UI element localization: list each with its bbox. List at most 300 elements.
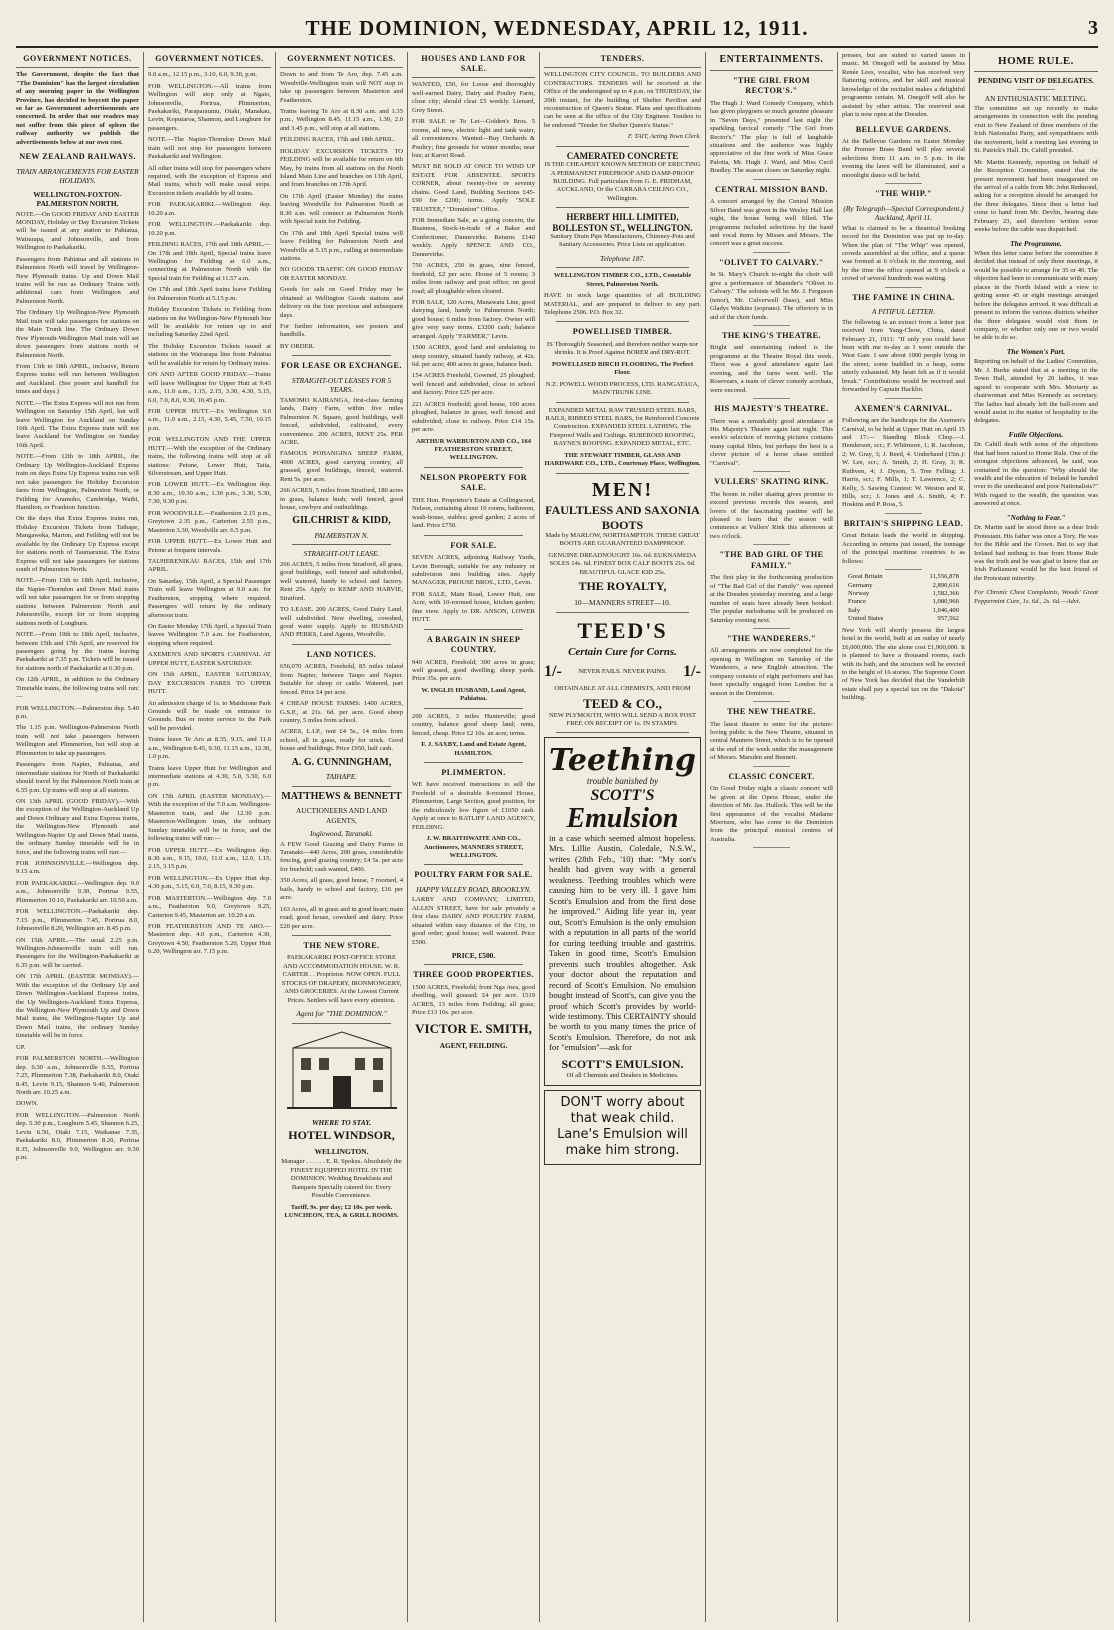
section-title: "THE GIRL FROM RECTOR'S." (732, 75, 810, 96)
divider (424, 535, 523, 536)
section-text: There was a remarkably good attendance at His Majesty's Theatre again last night. This week's selection of moving pictures contains many capital films, but perhaps the best is a clever picture of a horse chase entitled "Carnival". (709, 417, 833, 467)
teeds-title: TEED'S (577, 617, 668, 643)
sale-text-2: FOR SALE, Main Road, Lower Hutt, one Acre, with 10-roomed house, kitchen garden; fine view. Apply to DR. ANSON, LOWER HUTT. (412, 590, 536, 624)
column-heading: ENTERTAINMENTS. (710, 52, 833, 71)
royalty-address: 10—MANNERS STREET—10. (574, 598, 671, 608)
notice-paragraph: FOR UPPER HUTT.—Ex Wellington 9.0 a.m., 11.0 a.m., 2.15, 4.30, 5.45, 7.50, 10.15 p.m. (148, 407, 272, 432)
section-text: On Good Friday night a classic concert will be given at the Opera House, under the direction of Mr. Jas. Hullock. This will be the first appearance of the vocalist Madame Morrison, who has come to the Dominion from the principal musical centres of Australia. (709, 785, 833, 843)
notice-paragraph: BY ORDER. (280, 342, 315, 350)
footer-note: For Chronic Chest Complaints, Woods' Great Peppermint Cure, 1s. 6d., 2s. 6d.—Advt. (973, 589, 1098, 605)
divider (424, 964, 523, 965)
hotel-name: HOTEL WINDSOR, (288, 1128, 395, 1143)
col4-paras (412, 81, 535, 434)
powellised-title: POWELLISED TIMBER. (572, 327, 673, 337)
after-shipping: New York will shortly possess the largest hotel in the world, built at an outlay of nearly £6,000,000. The site alone cost £1,900,000. It is planned to have a thousand rooms, each with its bath, and the structure will be erected to the height of 16 stories. The Supreme Court of New York has decided that the Vanderbilt estate shall pay a special tax on the "Dakota" building. (841, 626, 965, 702)
lease-paragraph: 266 ACRES, 5 miles from Stratford, all grass, good buildings, well fenced and subdivided, well watered, handy to school and factory. Rent 25s. Apply to KEMP AND HARVIE, Stratford. (280, 560, 404, 602)
shipping-tons: 11,556,878 (929, 573, 959, 581)
agent-role: AUCTIONEERS AND LAND AGENTS, (295, 806, 388, 825)
notice-paragraph: The Ordinary Up Wellington-New Plymouth Mail train will take passengers for stations on the Main Trunk line. The Ordinary Down New Plymouth-Wellington Mail train will set down passengers from stations north of Palmerston North. (16, 309, 139, 359)
property-paragraph: FOR SALE or To Let—Golden's Bros. 5 rooms, all new, electric light and tank water, all conveniences. Wanted—Buy Orchards & Poultry; fine grounds for winter months; near bus; at Karori Road. (412, 118, 536, 159)
section-text: The Hugh J. Ward Comedy Company, which has given playgoers so much genuine pleasure in "Seven Days," presented last night the sparkling farcical comedy "The Girl from Rector's." The play is full of laughable situations and the audience was highly appreciative of the fine work of Miss Grace Palotta, Mr. Hugh J. Ward, and Miss Cecil Bradley. The season closes on Saturday night. (709, 99, 833, 175)
timber-text: HAVE in stock large quantities of all BUILDING MATERIAL, and are prepared to deliver to any part. Telephone 2506. P.O. Box 32. (544, 292, 701, 317)
notice-paragraph: AXEMEN'S AND SPORTS CARNIVAL AT UPPER HUTT, EASTER SATURDAY. (148, 651, 272, 667)
agent: W. INGLIS HUSBAND, Land Agent, Pahiatua. (421, 686, 526, 703)
land-paras (280, 663, 403, 753)
notice-paragraph: FOR LOWER HUTT.—Ex Wellington dep. 8.30 a.m., 10.30 a.m., 1.30 p.m., 3.30, 5.30, 7.30, 9.30 p.m. (148, 481, 272, 506)
land-paragraph: 656,070 ACRES, Freehold, 85 miles inland from Napier, between Taupo and Napier. Suitable for sheep or cattle. Watered, part fenced. Price £4 per acre. (280, 663, 404, 696)
notice-paragraph: Trains leaving Te Aro at 8.30 a.m. and 1.35 p.m., Wellington 8.45, 11.15 a.m., 1.30, 2.0 and 3.45 p.m., will stop at all stations. (280, 107, 404, 132)
col8-paras (974, 105, 1098, 235)
section-subtitle: (By Telegraph—Special Correspondent.) Auckland, April 11. (843, 203, 964, 223)
shipping-row (848, 607, 959, 615)
divider (292, 1023, 391, 1024)
divider (753, 847, 790, 848)
men-title: MEN! (591, 478, 654, 501)
section-title: BELLEVUE GARDENS. (855, 124, 952, 134)
shipping-country: France (847, 598, 866, 606)
column-heading: HOUSES AND LAND FOR SALE. (412, 52, 535, 78)
programme-text: When this letter came before the committee it decided that instead of only three meetings, it would be possible to arrange for 35 or 40. The objection had been to communicate with many places in the North Island with a view to getting some 45 or eight meetings arranged before the delegates arrived. It was difficult at present to inform the various districts whether the three delegates would visit them in company, or whether only one or two would be able to do so. (973, 250, 1098, 342)
column-7 (838, 52, 970, 1622)
shipping-row (848, 582, 959, 590)
divider (292, 786, 391, 787)
herbert-hill-name: HERBERT HILL LIMITED, BOLLESTON ST., WELLINGTON. (552, 212, 693, 233)
col1-paras (16, 211, 139, 1163)
emulsion-name: Emulsion (566, 802, 679, 834)
notice-paragraph: ON 17th APRIL (EASTER MONDAY).—With the exception of the 7.0 a.m. Wellington-Masterton train, and the 12.30 p.m. Masterton-Wellington train, the ordinary Sunday timetable will be in force, and the following trains will run:— (148, 792, 272, 843)
notice-paragraph: ON 15th APRIL.—The usual 2.25 p.m. Wellington-Johnsonville train will run. Passengers for the Wellington-Paekakariki at 6.35 p.m. will be carried. (16, 936, 139, 969)
notice-paragraph: FOR UPPER HUTT.—Ex Lower Hutt and Petone at frequent intervals. (148, 538, 272, 554)
notice-paragraph: Trains leave Upper Hutt for Wellington and intermediate stations at 4.30, 5.0, 5.50, 6.0 p.m. (148, 764, 272, 789)
camerated-text: IS THE CHEAPEST KNOWN METHOD OF ERECTING A PERMANENT FIREPROOF AND DAMP-PROOF BUILDING. Full particulars from G. E. PRIDHAM, AUCKLAND, Or the CARRARA CEILING CO., Wellington. (544, 161, 701, 202)
land-title: LAND NOTICES. (306, 649, 377, 659)
womens-title: The Women's Part. (1006, 346, 1066, 356)
section-text: All arrangements are now completed for the opening in Wellington on Saturday of the Wanderers, a new English attraction. The company consists of eight performers and has been specially engaged from London for a season in the Dominion. (709, 647, 833, 697)
lanes-emulsion-ad (544, 1090, 701, 1165)
column-heading: HOME RULE. (974, 52, 1098, 72)
section-title: VULLERS' SKATING RINK. (714, 477, 829, 487)
divider (753, 471, 790, 472)
lease-paras-2 (280, 561, 403, 640)
agent: F. J. SAXBY, Land and Estate Agent, HAMILTON. (421, 741, 526, 757)
scotts-small: Of all Chemists and Dealers in Medicines. (566, 1072, 679, 1080)
lanes-emulsion-text: DON'T worry about that weak child. Lane's Emulsion will make him strong. (557, 1094, 688, 1159)
notice-paragraph: On 17th April (Easter Monday) the trains leaving Woodville for Palmerston North at 8.30 a.m. will connect at Palmerston North with Special train for Feilding. (280, 192, 404, 226)
agent-place: TAIHAPE. (325, 772, 358, 782)
notice-paragraph: FOR WOODVILLE.—Featherston 2.15 p.m., Greytown 2.35 p.m., Carterton 2.55 p.m., Masterton 3.30, Woodville arr. 6.5 p.m. (148, 509, 272, 534)
notice-paragraph: ON 17th APRIL (EASTER MONDAY).—With the exception of the Ordinary Up and Down Wellington-Auckland Express trains, the Up Wellington-Auckland Extra Express, the Wellington-New Plymouth Up and Down Mail trains, the Wellington-Napier Up and Down Mail trains, the ordinary Sunday timetable will be in force. (16, 973, 139, 1040)
poultry-price: PRICE, £500. (451, 951, 496, 960)
divider (556, 732, 689, 733)
notice-paragraph: NOTE.—On GOOD FRIDAY AND EASTER MONDAY, Holiday or Day Excursion Tickets will be issued at any station to Pahiatua, Wairarapa, and Johnsonville, and from Wellington to Paekakariki. (16, 210, 139, 252)
poultry-text: LARBY AND COMPANY, LIMITED, ALLEN STREET, have for sale privately a first class DAIRY AND POULTRY FARM, situated within easy distance of the City, in good order; good house; well watered. Price £500. (412, 896, 536, 946)
shipping-country: Germany (847, 581, 873, 589)
divider (556, 267, 689, 268)
three-properties-title: THREE GOOD PROPERTIES. (413, 970, 534, 980)
section-text: At the Bellevue Gardens on Easter Monday the Premier Brass Band will play several selections from 11 a.m. to 5 p.m. In the evening the lawn will be illuminated, and a moonlight dance will be held. (841, 138, 965, 179)
teeds-price: 1/- (683, 662, 701, 680)
divider (753, 179, 790, 180)
notice-paragraph: Goods for sale on Good Friday may be obtained at Wellington Goods stations and delivery on the four previous and subsequent days. (280, 286, 404, 319)
divider (753, 325, 790, 326)
sale-text-3: 200 ACRES, 3 miles Hunterville; good country, balance good sheep land; rents, fenced, cheap. Price £2 10s. an acre; terms. (412, 712, 536, 737)
shipping-country: Italy (847, 606, 861, 614)
page-number: 3 (1088, 16, 1098, 39)
nelson-text: THE Hon. Proprietor's Estate at Collingwood, Nelson, containing about 10 rooms, bathroom, wash-house, stables; good garden; 2 acres of land. Price £750. (412, 496, 536, 530)
scotts-name: SCOTT'S (590, 786, 655, 804)
columns (12, 52, 1102, 1622)
property-paragraph: 1500 ACRES, good land and undulating to steep country, situated handy railway, at 42s. 6d. per acre; 400 acres in grass, balance bush. (412, 344, 536, 369)
teeds-company: TEED & CO., (583, 695, 662, 711)
divider (292, 644, 391, 645)
divider (556, 207, 689, 208)
notice-paragraph: NOTE.—From 12th to 18th APRIL, the Ordinary Up Wellington-Auckland Express train on days Extra Up Express trains run will not take passengers for Holiday Excursion fares from Wellington, Palmerston North, or Feilding for Aramoho, Cambridge, Waihi, Hamilton, or Frankton Junction. (16, 453, 139, 511)
notice-paragraph: HOLIDAY EXCURSION TICKETS TO FEILDING will be available for return on 6th May, by trains from all stations on the North Island Main Line and branches on 13th April, and from branches on 17th April. (280, 147, 404, 189)
col2-paras (148, 71, 271, 957)
divider (1017, 89, 1054, 90)
section-title: THE NEW THEATRE. (727, 707, 816, 717)
agent-place: AGENT, FEILDING. (439, 1040, 508, 1050)
divider (556, 612, 689, 613)
notice-paragraph: 9.0 a.m., 12.15 p.m., 3.10, 6.0, 9.30, p.m. (148, 71, 257, 79)
royalty-name: THE ROYALTY, (578, 579, 667, 594)
column-heading: GOVERNMENT NOTICES. (148, 52, 271, 68)
section-text: Bright and entertaining indeed is the programme at the Theatre Royal this week. There was a good attendance again last evening, and the turns went well. The Rosevears, a team of clever comedy acrobats, were encored. (709, 344, 833, 394)
notice-paragraph: On Easter Monday 17th April, a Special Train leaves Wellington 7.0 a.m. for Featherston, stopping where required. (148, 623, 272, 647)
hotel-illustration (287, 1028, 397, 1114)
notice-paragraph: Holiday Excursion Tickets to Feilding from stations on the Wellington-New Plymouth line will be available for return up to and including Saturday 22nd April. (148, 306, 272, 339)
land-paras-2 (280, 841, 403, 931)
expanded-metal-text: EXPANDED METAL RAW TRUSSED STEEL BARS, RAILS, RIBBED STEEL BARS, for Reinforced Concrete Construction. EXPANDED STEEL LATHING. The Fireproof Walls and Ceilings. RUBEROID ROOFING, RAYNE'S ROOFING. EXPANDED METAL, ETC. (545, 406, 700, 448)
column-2 (144, 52, 276, 1622)
shipping-country: Great Britain (847, 573, 883, 581)
notice-paragraph: UP. (16, 1043, 26, 1051)
futile-text: Dr. Cahill dealt with some of the objections that had been raised to Home Rule. One of the strongest objections advanced, he said, was contained in the question: "Why should the wealth and the education of Ireland be handed over to the uneducated and poor Nationalists?" With regard to the wealth, the question was answered at once. (973, 441, 1098, 508)
teeds-subtitle: Certain Cure for Corns. (568, 645, 677, 658)
lease-title: FOR LEASE OR EXCHANGE. (281, 361, 402, 371)
lease-paragraph: 266 ACRES, 5 miles from Stratford, 180 acres in grass, balance bush; well fenced, good house, cowbyre and outbuildings. (280, 487, 404, 512)
article-paragraph: The committee set up recently to make arrangements in connection with the pending visit to New Zealand of three members of the Irish Nationalist Party, and sympathisers with the movement, held a meeting last evening in St. Patrick's Hall. Dr. Cahill presided. (973, 105, 1098, 155)
notice-paragraph: On 17th and 18th April trains leave Feilding for Palmerston North at 5.15 p.m. (148, 286, 272, 302)
notice-paragraph: FOR WELLINGTON.—Palmerston dep. 5.40 p.m. (16, 704, 139, 721)
store-agent: Agent for "THE DOMINION." (296, 1009, 387, 1019)
lease-subtitle-2: STRAIGHT-OUT LEASE. (303, 549, 380, 559)
notice-paragraph: FOR PAEKAKARIKI.—Wellington dep. 9.0 a.m., Johnsonville 9.30, Porirua 9.55, Plimmerton 10.10, Paekakariki arr. 10.50 a.m. (16, 879, 139, 904)
section-text: Great Britain leads the world in shipping. According to returns just issued, the tonnage of the principal maritime countries is as follows: (841, 532, 965, 565)
teeds-address: NEW PLYMOUTH, WHO WILL SEND A BOX POST FREE ON RECEIPT OF 1s. IN STAMPS. (548, 711, 697, 728)
notice-paragraph: FOR MASTERTON.—Wellington dep. 7.0 a.m., Featherston 9.0, Greytown 9.25, Carterton 9.45, Masterton arr. 10.20 a.m. (148, 894, 272, 919)
powellised-company: N.Z. POWELL WOOD PROCESS, LTD. RANGATAUA, MAIN TRUNK LINE. (545, 380, 700, 397)
divider (424, 864, 523, 865)
hotel-city: WELLINGTON. (314, 1146, 369, 1156)
section-title: BRITAIN'S SHIPPING LEAD. (843, 518, 964, 528)
shipping-country: United States (847, 615, 884, 623)
article-paragraph: presses, but are suited to varied tastes in music. M. Onegoff will be assisted by Miss Renée Lees, vocalist, who has received very flattering notices, and her skill and musical knowledge of the recitalist makes a delightful programme certain. M. Onegoff will also be assisted by other artists. The reserved seat plan is now open at the Dresden. (841, 52, 965, 119)
property-paragraph: WANTED, £50, for Loose and thoroughly well-earned Dairy, Dairy and Poultry Farm, close city; should clear £5 weekly. Lienard, Grey Street. (412, 81, 536, 114)
lease-paragraph: TAMOMO KAIRANGA, first-class farming lands, Dairy Farm, within five miles Palmerston N. Square, good buildings, well fenced, subdivided, cultivated, every convenience. 200 ACRES, RENT 25s. PER ACRE. (280, 396, 404, 446)
entertainments (710, 76, 833, 849)
section-title: "THE WHIP." (875, 189, 932, 199)
faultless-prices: GENUINE DREADNOUGHT 16s. 6d. EUKNAMEDA SOLES 14s. 6d. FINEST BOX CALF BOOTS 21s. 6d. BEAUTIFUL GLACE KID 25s. (548, 551, 697, 576)
shipping-row (848, 573, 959, 581)
section-title: CLASSIC CONCERT. (728, 771, 815, 781)
col7-sections (842, 125, 965, 571)
divider (556, 321, 689, 322)
notice-paragraph: NOTE.—The Extra Express will not run from Wellington on Saturday 15th April, but will leave Wellington for Auckland on Sunday 16th April. The Extra Express train will not leave Auckland for Wellington on Sunday 16th April. (16, 399, 139, 449)
poultry-place: HAPPY VALLEY ROAD, BROOKLYN. (416, 884, 531, 894)
home-rule-sub: PENDING VISIT OF DELEGATES. (978, 76, 1094, 86)
land-paragraph: 163 Acres, all in grass and in good heart; main road; good house, cowshed and dairy. Price £20 per acre. (280, 905, 404, 930)
notice-paragraph: TAUHERENIKAU RACES, 15th and 17th APRIL. (148, 557, 272, 574)
sale-title: FOR SALE. (450, 540, 497, 550)
notice-paragraph: ON 13th APRIL (GOOD FRIDAY).—With the exception of the Wellington-Auckland Up and Down Ordinary and Extra Express trains, the Wellington-New Plymouth and Wellington-Napier Up and Down Mail trains, the ordinary Sunday timetable will be in force, and the following trains will run:— (16, 797, 139, 856)
shipping-tons: 1,582,366 (932, 590, 959, 598)
divider (885, 398, 922, 399)
land-paragraph: 350 Acres, all grass, good house, 7 roomed, 4 bails, handy to school and factory, £16 per acre. (280, 877, 404, 902)
notice-paragraph: FOR PALMERSTON NORTH.—Wellington dep. 6.30 a.m., Johnsonville 6.55, Porirua 7.25, Plimmerton 7.38, Paekakariki 8.0, Otaki 8.45, Levin 9.15, Shannon 9.40, Palmerston North arr. 10.25 a.m. (16, 1055, 139, 1096)
nothing-title: "Nothing to Fear." (1006, 512, 1066, 522)
section-text: The boom in roller skating gives promise to exceed previous records this season, and lovers of the fascinating pastime will be pleased to learn that the season will commence at Vullers' Rink this afternoon at two o'clock. (709, 490, 833, 540)
section-title: AXEMEN'S CARNIVAL. (854, 403, 953, 413)
faultless-title: FAULTLESS AND SAXONIA BOOTS (545, 503, 700, 532)
column-6 (706, 52, 838, 1622)
section-text: The following is an extract from a letter just received from Yang-Chow, China, dated February 21, 1911: "If only you could have been with me to-day as I went outside the West Gate. I saw about 1000 people lying in the street, some huddled in a heap, some utterly exhausted. My heart felt as if it would break." Contributions would be received and forwarded by Captain Hacklin. (841, 318, 965, 394)
bargain-title: A BARGAIN IN SHEEP COUNTRY. (426, 634, 521, 655)
section-subtitle: A PITIFUL LETTER. (871, 307, 936, 317)
newspaper-title: THE DOMINION, WEDNESDAY, APRIL 12, 1911. (305, 15, 809, 40)
divider (753, 252, 790, 253)
section-title: "THE WANDERERS." (726, 633, 816, 643)
divider (424, 467, 523, 468)
tender-text: WELLINGTON CITY COUNCIL. TO BUILDERS AND CONTRACTORS. TENDERS will be received at the Office of the undersigned up to 4 p.m. on THURSDAY, the 20th instant, for the building of Shelter Pavilion and reconstruction of Queen's Statue. Plans and specifications can be seen at the office of the City Engineer. Tenders to be endorsed "Tender for Shelter Queen's Statue." (544, 71, 701, 129)
womens-text: Reporting on behalf of the Ladies' Committee, Mr. J. Burke stated that at a meeting in the Town Hall, attended by 20 ladies, it was agreed to cooperate with Mrs. Moriarty as chairwoman and Miss Kennedy as secretary. The ladies had already left the ball-room and would assist in the matter of hospitality to the delegates. (973, 358, 1098, 425)
col7-paras (842, 52, 965, 120)
agent-place: PALMERSTON N. (314, 530, 369, 540)
notice-paragraph: An admission charge of 1s. to Maidstone Park Grounds will be made on entrance to Grounds. Bus or motor service to the Park will be provided. (148, 699, 272, 732)
section-title: HIS MAJESTY'S THEATRE. (714, 404, 829, 414)
notice-paragraph: NOTE.—The Napier-Thorndon Down Mail train will not stop for passengers between Paekakariki and Wellington. (148, 136, 272, 161)
notice-paragraph: On 17th and 18th April Special trains will leave Feilding for Palmerston North and Woodville at 5.15 p.m., calling at intermediate stations. (280, 229, 404, 262)
divider (424, 762, 523, 763)
column-5 (540, 52, 706, 1622)
notice-paragraph: FOR PAEKAKARIKI.—Wellington dep. 10.20 a.m. (148, 201, 272, 217)
nelson-title: NELSON PROPERTY FOR SALE. (419, 472, 528, 493)
agent-name: A. G. CUNNINGHAM, (291, 756, 392, 768)
notice-paragraph: FOR WELLINGTON.—Ex Upper Hutt dep. 4.30 p.m., 5.15, 6.0, 7.0, 8.15, 9.30 p.m. (148, 874, 272, 891)
divider (753, 544, 790, 545)
notice-paragraph: Down to and from Te Aro, dep. 7.45 a.m. Woodville-Wellington train will NOT stop to take up passengers between Masterton and Featherston. (280, 71, 404, 104)
agent-name: MATTHEWS & BENNETT (281, 790, 402, 802)
divider (753, 766, 790, 767)
divider (556, 473, 689, 474)
section-text: In St. Mary's Church to-night the choir will give a performance of Maunder's "Olivet to Calvary." The soloists will be Mr. J. Ferguson (tenor), Mr. Culverwell (bass), and Miss Gladys Watkins (soprano). The offertory is in aid of the choir funds. (709, 271, 833, 321)
divider (292, 355, 391, 356)
col3-paras (280, 71, 403, 351)
property-paragraph: 750 ACRES, 250 in grass, nine fenced, freehold, £2 per acre. House of 5 rooms; 3 miles from railway and post office; on good road; all ploughable when cleared. (412, 262, 536, 295)
notice-paragraph: FEILDING RACES, 17th and 18th APRIL.—On 17th and 18th April, Special trains leave Wellington for Feilding at 6.0 a.m., connecting at Palmerston North with the Special train for Feilding at 11.57 a.m. (148, 241, 272, 282)
government-boycott-notice: The Government, despite the fact that "The Dominion" has the largest circulation of any morning paper in the Wellington Province, has decided to boycott the paper so far as Government advertisements are concerned. In order that our readers may not suffer from this piece of spleen the railway authority we publish the advertisements below at our own cost. (16, 71, 139, 146)
divider (424, 708, 523, 709)
scotts-body: in a case which seemed almost hopeless. Mrs. Lillie Austin, Coledale, N.S.W., writes (28th Feb., '10) that: "My son's health had given way with a general weakness. Teething troubles which were causing him to be very ill. I gave him Scott's Emulsion and from the first dose he improved." Aiding life year in, year out, Scott's Emulsion is the only emulsion with a reputation in all parts of the world for curing teething trouble and gastritis. Taken in good time, Scott's Emulsion prevents such troubles altogether. Ask your doctor about the reputation and record of Scott's Emulsion. No emulsion bought instead of Scott's, can give you the proof which Scott's provides by world-wide testimony. This CERTAINTY should be worth to you many times the price of Scott's Emulsion. Therefore, do not ask for "emulsion"—ask for (549, 832, 696, 1053)
section-text: Following are the handicaps for the Axemen's Carnival, to be held at Upper Hutt on April 15 and 17:— Standing Block Chop.—J. Henderson, scr.; F. Whitmore, 1; R. Jacobson, 2; W. Gray, 3; J. Reed, 4. Underhand (15in.): W. Lee, scr.; A. Smith, 2; H. Gray, 3; R. Ruthven, 4; J. Dyson, 5. Tree Felling: J. Harris, scr.; F. Mills, 1; T. Lawrence, 2; C. Kelly, 3. Sawing Contest: W. Weston and R. Hills, scr.; J. Jones and A. Smith, 4; F. Hoskins and P. Ross, 5. (841, 417, 965, 509)
lease-paragraph: TO LEASE. 200 ACRES, Good Dairy Land, well subdivided. New dwelling, cowshed, good water supply. Apply to HUSBAND AND PERKS, Land Agents, Woodville. (280, 606, 404, 639)
divider (556, 402, 689, 403)
column-heading: TENDERS. (544, 52, 701, 68)
property-paragraph: MUST BE SOLD AT ONCE TO WIND UP ESTATE FOR ABSENTEE. SPORTS CORNER, about twenty-five or seventy chains. Good Land, Building Sections £45-£90 for £200; terms. Apply "SOLE TRUSTEE," "Dominion" Office. (412, 163, 536, 213)
notice-paragraph: FOR WELLINGTON.—Paekakariki dep. 10.20 p.m. (148, 221, 272, 237)
shipping-row (848, 598, 959, 606)
shipping-tons: 1,080,966 (932, 598, 959, 606)
notice-paragraph: Passengers from Pahiatua and all stations to Palmerston North will travel by Wellington-New Plymouth trains. Up and Down Mail trains will be run as Ordinary Trains with additional cars from Wellington and Palmerston North. (16, 255, 139, 305)
divider (885, 513, 922, 514)
lease-paragraph: FAMOUS POHANGINA SHEEP FARM, 4000 ACRES, good carrying country, all grassed, good buildings, fenced, watered. Rent 5s. per acre. (280, 450, 404, 483)
notice-paragraph: NOTE.—From 19th to 18th April, inclusive, between 15th and 17th April, are reserved for passengers going by the trains leaving Paekakariki at 7.35 p.m. Tickets will be issued for stations north of Paekakariki at 6.30 p.m. (16, 631, 139, 672)
nothing-text: Dr. Martin said he stood there as a dear Irish Protestant. His father was once a Tory. He was for the Bible and the Crown. But to say that Ireland had nothing to fear from Home Rule was the truth and he was glad to know that an Irish Parliament would be the best friend of the Protestant minority. (973, 524, 1098, 582)
lease-paras (280, 397, 403, 513)
shipping-tons: 2,890,616 (932, 581, 959, 589)
notice-paragraph: FOR WELLINGTON.—Palmerston North dep. 5.30 p.m., Longburn 5.45, Shannon 6.25, Levin 6.50, Otaki 7.15, Waikanae 7.35, Paekakariki 8.0, Plimmerton 8.20, Porirua 8.35, Johnsonville 9.0, Wellington arr. 9.30 p.m. (16, 1111, 139, 1162)
column-heading: GOVERNMENT NOTICES. (16, 52, 139, 68)
shipping-row (848, 590, 959, 598)
property-paragraph: 154 ACRES Freehold, Gowned, 25 ploughed; well fenced and subdivided, close to school and factory. Price £25 per acre. (412, 372, 536, 397)
notice-paragraph: Passengers from Napier, Pahiatua, and intermediate stations for North of Paekakariki should travel by the Palmerston North train at 6.55 p.m. Up trains will stop at all stations. (16, 761, 139, 794)
tender-sign: F. TAIT, Acting Town Clerk. (627, 133, 701, 141)
hotel-text: Manager . . . . . . E. R. Spokes. Absolutely the FINEST EQUIPPED HOTEL IN THE DOMINION. Wedding Breakfasts and Banquets Specially catered for. Every Possible Convenience. (281, 1158, 402, 1200)
shipping-row (848, 615, 959, 623)
divider (292, 544, 391, 545)
scotts-final: SCOTT'S EMULSION. (561, 1056, 684, 1071)
section-title: "OLIVET TO CALVARY." (719, 257, 824, 267)
notice-paragraph: FOR WELLINGTON.—Paekakariki dep. 7.15 p.m., Plimmerton 7.45, Porirua 8.0, Johnsonville 8.20, Wellington arr. 8.45 p.m. (16, 908, 139, 933)
railways-title: NEW ZEALAND RAILWAYS. (19, 152, 136, 162)
divider (885, 569, 922, 570)
bargain-text: 940 ACRES, Freehold; 300 acres in grass; well grassed, good dwelling; sheep yards. Price 35s. per acre. (412, 658, 536, 683)
column-3 (276, 52, 408, 1622)
hotel-tariff: Tariff, 9s. per day; £2 10s. per week. LUNCHEON, TEA, & GRILL ROOMS. (284, 1203, 399, 1219)
notice-paragraph: From 13th to 18th APRIL, inclusive, Return Express trains will run between Wellington and Auckland. (See poster and handbill for times and days.) (16, 362, 139, 396)
poultry-title: POULTRY FARM FOR SALE. (414, 870, 533, 880)
notice-paragraph: On 12th APRIL, in addition to the Ordinary Timetable trains, the following trains will run:— (16, 676, 139, 701)
notice-paragraph: The Holiday Excursion Tickets issued at stations on the Wairarapa line from Pahiatua will be available for return by Ordinary trains. (148, 342, 272, 367)
notice-paragraph: FOR FEATHERSTON AND TE ARO.—Masterton dep. 4.0 p.m., Carterton 4.30, Greytown 4.50, Featherston 5.20, Upper Hutt 6.20, Wellington arr. 7.15 p.m. (148, 923, 272, 956)
notice-paragraph: Trains leave Te Aro at 8.35, 9.15, and 11.0 a.m., Wellington 8.45, 9.30, 11.15 a.m., 12.30, 1.0 p.m. (148, 736, 272, 761)
divider (753, 701, 790, 702)
notice-paragraph: FOR JOHNSONVILLE.—Wellington dep. 9.15 a.m. (16, 860, 139, 876)
section-title: THE KING'S THEATRE. (721, 330, 821, 340)
notice-paragraph: The 1.15 p.m. Wellington-Palmerston North train will not take passengers between Wellington and Plimmerton, but will stop at Plimmerton to take up passengers. (16, 724, 139, 757)
land-paragraph: A FEW Good Grazing and Dairy Farms in Taranaki—440 Acres, 200 grass, considerable fencing, good grazing country; £4 5s. per acre for freehold; cash wanted, £400. (280, 840, 404, 873)
section-text: A concert arranged by the Central Mission Silver Band was given in the Wesley Hall last night, the house being well filled. The programme included selections by the band and vocal items by Misses and Messrs. The concert was a great success. (709, 198, 833, 248)
home-rule-sub-2: AN ENTHUSIASTIC MEETING. (984, 93, 1088, 103)
teething-sub: trouble banished by (586, 776, 659, 787)
notice-paragraph: On the days that Extra Express trains run, Holiday Excursion Tickets from Taihape, Mangaweka, Marton, and Feilding will not be available by the Ordinary Up Express except for stations north of Taumarunui. The Extra Express will not take passengers for stations south of Palmerston North. (16, 515, 139, 574)
notice-paragraph: NOTE.—From 13th to 18th April, inclusive, the Napier-Thorndon and Down Mail trains will not take passengers for or from stopping stations between Palmerston North and Johnsonville, except for or from stopping stations north of Longburn. (16, 577, 139, 627)
masthead (16, 10, 1098, 48)
notice-paragraph: FOR WELLINGTON.—All trains from Wellington will stop only at Ngaio, Johnsonville, Porirua, Plimmerton, Paekakariki, Paraparaumu, Otaki, Manakau, Levin, Koputaroa, Shannon, and Longburn for passengers. (148, 82, 272, 132)
where-to-stay-caption: WHERE TO STAY. (311, 1117, 372, 1127)
teeds-price-row (544, 662, 701, 682)
plimmerton-title: PLIMMERTON. (441, 767, 506, 777)
column-8 (970, 52, 1102, 1622)
teeds-slogan: NEVER FAILS. NEVER PAINS. (578, 667, 667, 675)
notice-paragraph: ON AND AFTER GOOD FRIDAY.—Trains will leave Wellington for Upper Hutt at 9.45 a.m., 11.0 a.m., 1.15, 2.15, 3.30, 4.30, 5.15, 6.0, 7.0, 8.0, 9.30, 10.45 p.m. (148, 371, 272, 404)
land-paragraph: 4 CHEAP HOUSE FARMS: 1400 ACRES, G.S.P., at 21s. 6d. per acre. Good sheep country, 5 miles from school. (280, 700, 404, 724)
column-heading: GOVERNMENT NOTICES. (280, 52, 403, 68)
scotts-emulsion-ad (544, 737, 701, 1085)
lease-subtitle: STRAIGHT-OUT LEASES FOR 5 YEARS. (291, 375, 392, 395)
section-text: The latest theatre to enter for the picture-loving public is the New Theatre, situated in central Manners Street, which is to be opened at the end of the week under the management of Messrs. Marsden and Bennett. (709, 720, 833, 762)
railways-subtitle: TRAIN ARRANGEMENTS FOR EASTER HOLIDAYS. (16, 166, 139, 186)
section-title: CENTRAL MISSION BAND. (715, 184, 828, 194)
timber-co: WELLINGTON TIMBER CO., LTD., Constable Street, Palmerston North. (553, 272, 692, 288)
store-text: PAEKAKARIKI POST-OFFICE STORE AND ACCOMMODATION HOUSE. W. R. CARTER . . Proprietor. NOW OPEN. FULL STOCKS OF DRAPERY, IRONMONGERY, AND GROCERIES. At the Lowest Current Prices. Settlers will have every attention. (281, 954, 402, 1004)
sale-text: SEVEN ACRES, adjoining Railway Yards, Levin Borough, suitable for any industry or subdivision into building sites. Apply MANAGER, PROUSE BROS., LTD., Levin. (412, 554, 536, 587)
railways-route: WELLINGTON-FOXTON-PALMERSTON NORTH. (33, 189, 122, 209)
notice-paragraph: FOR UPPER HUTT.—Ex Wellington dep. 8.30 a.m., 9.15, 10.0, 11.0 a.m., 12.0, 1.15, 2.15, 3.15 p.m. (148, 846, 272, 871)
herbert-hill-text: Sanitary Drain Pipe Manufacturers, Chimney-Pots and Sanitary Accessories. Price Lists on application. (550, 232, 695, 249)
store-title: THE NEW STORE. (303, 940, 380, 950)
notice-paragraph: FEILDING RACES, 17th and 18th APRIL. (280, 136, 395, 144)
agent-name: GILCHRIST & KIDD, (292, 515, 391, 527)
notice-paragraph: On Saturday, 15th April, a Special Passenger Train will leave Wellington at 9.0 a.m. for Featherston, stopping where required. Passengers will return by the ordinary afternoon train. (148, 577, 272, 619)
divider (885, 183, 922, 184)
land-paragraph: ACRES, L.I.P., rent £4 5s., 14 miles from school, all in grass, ready for stock. Good house and buildings. Price £950, half cash. (280, 728, 404, 753)
notice-paragraph: For further information, see posters and handbills. (280, 323, 404, 339)
agent: J. W. BRAITHWAITE AND CO., Auctioneers, MANNERS STREET, WELLINGTON. (423, 835, 524, 859)
shipping-country: Norway (847, 590, 870, 598)
divider (424, 629, 523, 630)
divider (885, 287, 922, 288)
plimmerton-text: WE have received instructions to sell the Freehold of a desirable 8-roomed House, Plimmerton, Large Section, good position, for the ridiculously low figure of £1050 cash. Apply at once to RATLIFF LAND AGENCY, FEILDING. (412, 781, 536, 831)
notice-paragraph: ON 15th APRIL, EASTER SATURDAY, DAY EXCURSION FARES TO UPPER HUTT. (148, 671, 272, 696)
property-paragraph: FOR SALE, 120 Acres, Manawatu Line, good dairying land, handy to Palmerston North; good house; 6 miles from factory. Owner will give very easy terms. £3200 cash; balance arranged. Apply "FARMER," Levin. (412, 298, 536, 340)
futile-title: Futile Objections. (1008, 429, 1064, 439)
programme-title: The Programme. (1010, 238, 1062, 248)
agent-name: VICTOR E. SMITH, (415, 1020, 532, 1036)
divider (292, 935, 391, 936)
column-4 (408, 52, 540, 1622)
teeds-obtain: OBTAINABLE AT ALL CHEMISTS, AND FROM (554, 685, 691, 693)
teeds-price: 1/- (544, 662, 562, 680)
property-paragraph: FOR Immediate Sale, as a going concern, the Business, Stock-in-trade of a Baker and Confectioner, Dannevirke. Returns £140 weekly. Apply SPENCE AND CO., Dannevirke. (412, 217, 536, 258)
section-text: The first play in the forthcoming production of "The Bad Girl of the Family" was opened at the Dresden yesterday morning, and a large number of seats have already been booked. The popular melodrama will be produced on Saturday evening next. (709, 574, 833, 624)
shipping-tons: 1,046,400 (932, 606, 959, 614)
section-title: THE FAMINE IN CHINA. (852, 292, 955, 302)
shipping-tons: 957,562 (937, 615, 959, 623)
agent: ARTHUR WARBURTON AND CO., 164 FEATHERSTON STREET, WELLINGTON. (416, 437, 532, 462)
camerated-title: CAMERATED CONCRETE (566, 150, 679, 161)
divider (753, 398, 790, 399)
teething-headline: Teething (549, 743, 696, 779)
stewart-timber: THE STEWART TIMBER, GLASS AND HARDWARE CO., LTD., Courtenay Place, Wellington. (544, 451, 701, 468)
agent-place: Inglewood, Taranaki. (309, 829, 374, 839)
three-properties-text: 1500 ACRES, Freehold; front Nga Awa, good dwelling, well grassed; £4 per acre. 1519 ACRES, 13 miles from Feilding; all grass; Price £13 10s. per acre. (412, 983, 536, 1017)
notice-paragraph: All other trains will stop for passengers where required, with the exception of Express and Mail trains, which will make usual stops. Excursion tickets available by all trains. (148, 164, 272, 197)
section-title: "THE BAD GIRL OF THE FAMILY." (719, 550, 824, 570)
herbert-hill-tel: Telephone 187. (600, 253, 645, 263)
column-1 (12, 52, 144, 1622)
article-paragraph: Mr. Martin Kennedy, reporting on behalf of the Reception Committee, stated that the present movement had been inaugurated on the arrival of a cable from Mr. John Redmond, asking for a reception should be arranged for the three delegates. Since then a letter had come to hand from Mr. Devlin, bearing date February 23, and therefore written some weeks before the cable was dispatched. (973, 158, 1098, 234)
notice-paragraph: NO GOODS TRAFFIC ON GOOD FRIDAY OR EASTER MONDAY. (280, 266, 404, 282)
section-text: What is claimed to be a theatrical booking record for the Dominion was put up to-day. When the plan of "The Whip" was opened, crowds assembled at the office, and a queue was formed at 6 o'clock in the morning, and by the time the office opened at 9 o'clock a crowd of several hundreds was waiting. (841, 224, 965, 283)
shipping-table (848, 573, 959, 624)
powellised-text: IS Thoroughly Seasoned, and therefore neither warps nor shrinks. It is Proof Against BORER and DRY-ROT. (546, 340, 699, 357)
property-paragraph: 221 ACRES freehold; good house, 100 acres ploughed, balance in grass; well fenced and subdivided; close to railway. Price £14 15s. per acre. (412, 400, 536, 434)
notice-paragraph: FOR WELLINGTON AND THE UPPER HUTT.—With the exception of the Ordinary trains, the following trains will stop at all stations: Petone, Lower Hutt, Taita, Silverstream, and Upper Hutt. (148, 436, 272, 478)
powellised-flooring: POWELLISED BIRCH FLOORING, The Perfect Floor. (551, 360, 694, 377)
notice-paragraph: DOWN. (16, 1100, 39, 1108)
faultless-text: Made by MARLOW, NORTHAMPTON. THESE GREAT BOOTS ARE GUARANTEED DAMPPROOF. (545, 532, 700, 548)
